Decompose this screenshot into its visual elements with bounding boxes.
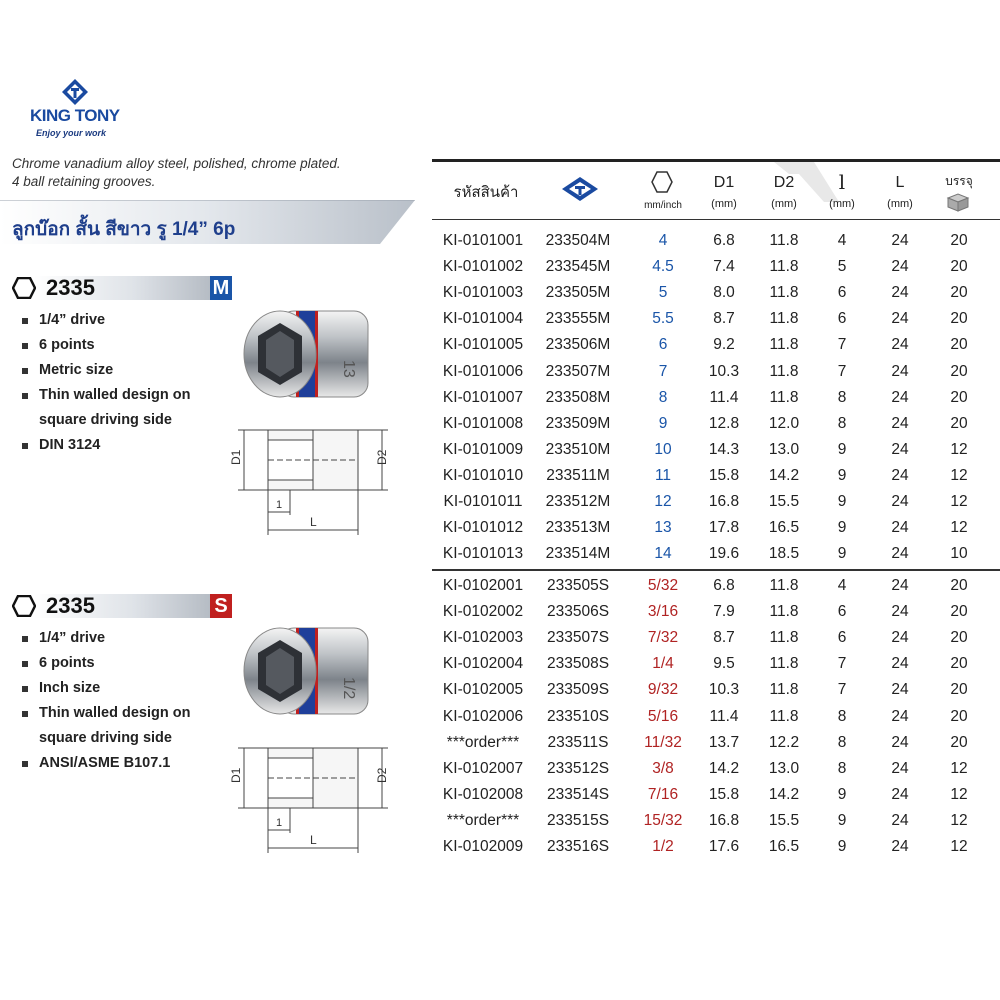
dimension-label: D2 <box>375 449 389 465</box>
table-row <box>432 651 1000 677</box>
table-cell: 24 <box>891 733 909 751</box>
table-cell: 7 <box>658 362 668 380</box>
table-cell: 11.8 <box>769 258 799 276</box>
table-cell: 24 <box>891 629 909 647</box>
hexagon-icon <box>12 595 36 617</box>
table-cell: 4 <box>837 232 847 249</box>
table-row <box>432 625 1000 651</box>
table-cell: 18.5 <box>768 545 800 563</box>
table-cell: KI-0101006 <box>442 362 524 380</box>
table-cell: 233555M <box>545 310 611 328</box>
table-cell: 233515S <box>546 811 610 829</box>
brand-logo <box>30 78 130 142</box>
table-cell: 11.4 <box>709 707 739 725</box>
table-row <box>432 599 1000 625</box>
table-cell: 233507S <box>546 629 610 647</box>
table-cell: 8.7 <box>713 629 735 647</box>
table-cell: KI-0101004 <box>442 310 524 328</box>
table-cell: 3/16 <box>647 603 679 621</box>
table-cell: 7/32 <box>647 629 679 647</box>
table-cell: KI-0101008 <box>442 414 524 432</box>
table-cell: KI-0101001 <box>442 232 524 249</box>
table-cell: KI-0102005 <box>442 681 524 699</box>
table-cell: 9 <box>837 811 847 829</box>
table-cell: KI-0101013 <box>442 545 524 563</box>
table-cell: 24 <box>891 811 909 829</box>
table-cell: 233506S <box>546 603 610 621</box>
table-cell: KI-0102008 <box>442 785 524 803</box>
table-cell: 11 <box>654 466 672 484</box>
table-cell: 5 <box>837 258 847 276</box>
table-cell: 4.5 <box>652 258 674 276</box>
table-cell: 12 <box>950 519 968 537</box>
table-cell: 12.2 <box>768 733 800 751</box>
table-row <box>432 541 1000 567</box>
table-cell: 9.5 <box>713 655 735 673</box>
table-cell: 233510M <box>545 440 611 458</box>
table-cell: KI-0101002 <box>442 258 524 276</box>
table-cell: 233512M <box>545 493 611 510</box>
table-cell: 16.5 <box>768 838 800 855</box>
header-pack: บรรจุ <box>945 174 973 188</box>
dimension-label: L <box>310 515 317 529</box>
table-row <box>432 280 1000 306</box>
socket-image-inch <box>240 622 380 722</box>
section-divider <box>432 569 1000 571</box>
table-cell: 24 <box>891 519 909 537</box>
table-cell: 233508S <box>546 655 610 673</box>
table-cell: 24 <box>891 336 909 354</box>
table-cell: ***order*** <box>446 811 520 829</box>
table-cell: 11.8 <box>769 707 799 725</box>
table-cell: 233516S <box>546 838 610 855</box>
table-cell: 20 <box>950 629 968 647</box>
table-cell: 13.0 <box>768 759 800 777</box>
table-cell: 14.2 <box>708 759 740 777</box>
table-row <box>432 730 1000 756</box>
table-cell: 24 <box>891 655 909 673</box>
table-cell: 233513M <box>545 519 611 537</box>
header-d1-unit: (mm) <box>711 198 737 210</box>
dimension-label: D2 <box>375 767 389 783</box>
table-cell: 15/32 <box>643 811 683 829</box>
table-cell: 12.8 <box>708 414 740 432</box>
brand-tagline: Enjoy your work <box>36 128 107 138</box>
table-cell: 13.7 <box>708 733 740 751</box>
table-cell: 12 <box>950 811 968 829</box>
dimension-drawing-inch <box>228 738 398 858</box>
table-cell: 9 <box>837 519 847 537</box>
table-cell: 12 <box>950 493 968 510</box>
table-cell: 7 <box>837 681 847 699</box>
dimension-label: D1 <box>229 767 243 783</box>
table-cell: 233512S <box>546 759 610 777</box>
table-cell: 20 <box>950 232 968 249</box>
table-cell: 20 <box>950 707 968 725</box>
table-cell: 14.2 <box>768 785 800 803</box>
table-cell: 16.8 <box>708 493 740 510</box>
table-cell: 24 <box>891 577 909 594</box>
header-l1-unit: (mm) <box>829 198 855 210</box>
table-cell: 13.0 <box>768 440 800 458</box>
header-l: L <box>895 174 905 191</box>
table-cell: 8 <box>837 733 847 751</box>
table-cell: 6 <box>837 603 847 621</box>
description-line: Chrome vanadium alloy steel, polished, chrome plated. <box>12 156 341 171</box>
table-cell: 6.8 <box>713 577 735 594</box>
table-cell: KI-0101011 <box>443 493 523 510</box>
table-cell: 233514M <box>545 545 611 563</box>
table-cell: 17.6 <box>708 838 740 855</box>
table-cell: 233545M <box>545 258 611 276</box>
table-cell: 7 <box>837 362 847 380</box>
dimension-label: D1 <box>229 449 243 465</box>
table-cell: 233505M <box>545 284 611 302</box>
table-cell: 1/4 <box>652 655 674 673</box>
table-cell: 5/16 <box>647 707 679 725</box>
table-cell: KI-0102002 <box>442 603 524 621</box>
table-cell: 233508M <box>545 388 611 406</box>
table-cell: 6 <box>837 284 847 302</box>
table-cell: 11.8 <box>769 232 799 249</box>
table-cell: 24 <box>891 838 909 855</box>
table-cell: 24 <box>891 310 909 328</box>
socket-size-mark: 13 <box>340 360 357 378</box>
table-cell: 15.8 <box>708 785 740 803</box>
series-header-m <box>12 276 232 302</box>
table-cell: 24 <box>891 545 909 563</box>
description-line: 4 ball retaining grooves. <box>12 174 156 189</box>
table-row <box>432 385 1000 411</box>
hex-size-icon <box>650 170 674 194</box>
table-cell: KI-0102001 <box>442 577 524 594</box>
table-cell: KI-0102009 <box>442 838 524 855</box>
table-cell: 233509M <box>545 414 611 432</box>
table-cell: 13 <box>654 519 672 537</box>
table-cell: 20 <box>950 733 968 751</box>
header-d1: D1 <box>713 174 735 191</box>
table-cell: 11.8 <box>769 655 799 673</box>
table-cell: 11.8 <box>769 388 799 406</box>
table-cell: 12 <box>950 785 968 803</box>
table-cell: 6.8 <box>713 232 735 249</box>
table-cell: KI-0102007 <box>442 759 524 777</box>
product-description <box>12 155 341 191</box>
table-cell: 20 <box>950 388 968 406</box>
table-cell: KI-0102004 <box>442 655 524 673</box>
table-cell: 8 <box>837 707 847 725</box>
table-row <box>432 677 1000 703</box>
series-code: 2335 <box>46 275 95 300</box>
table-cell: 20 <box>950 655 968 673</box>
table-row <box>432 489 1000 515</box>
table-cell: 12 <box>950 838 968 855</box>
dimension-label: 1 <box>276 499 283 511</box>
table-row <box>432 359 1000 385</box>
table-cell: 15.5 <box>768 493 800 510</box>
table-row <box>432 411 1000 437</box>
table-row <box>432 782 1000 808</box>
table-row <box>432 756 1000 782</box>
table-cell: 20 <box>950 603 968 621</box>
table-row <box>432 808 1000 834</box>
table-cell: KI-0102003 <box>442 629 524 647</box>
table-header <box>432 162 1000 220</box>
table-cell: 20 <box>950 284 968 302</box>
table-cell: 5 <box>658 284 668 302</box>
table-cell: 24 <box>891 284 909 302</box>
header-size-unit: mm/inch <box>644 200 682 211</box>
table-cell: 5/32 <box>647 577 679 594</box>
table-row <box>432 332 1000 358</box>
dimension-label: L <box>310 833 317 847</box>
table-cell: 7/16 <box>647 785 679 803</box>
table-cell: KI-0101005 <box>442 336 524 354</box>
table-cell: 8 <box>837 414 847 432</box>
series-code: 2335 <box>46 593 95 618</box>
table-cell: 24 <box>891 258 909 276</box>
table-cell: 8 <box>658 388 668 406</box>
table-cell: 24 <box>891 440 909 458</box>
table-cell: 233507M <box>545 362 611 380</box>
table-cell: 16.8 <box>708 811 740 829</box>
table-cell: 10.3 <box>708 681 740 699</box>
series-header-s <box>12 594 232 620</box>
table-cell: 20 <box>950 310 968 328</box>
header-sku: รหัสสินค้า <box>453 184 519 201</box>
table-cell: 11.8 <box>769 310 799 328</box>
table-cell: 24 <box>891 603 909 621</box>
table-cell: 20 <box>950 336 968 354</box>
table-row <box>432 254 1000 280</box>
table-cell: 11/32 <box>644 733 682 751</box>
table-cell: KI-0101009 <box>442 440 524 458</box>
table-cell: 8 <box>837 759 847 777</box>
table-cell: 24 <box>891 414 909 432</box>
table-row <box>432 437 1000 463</box>
series-tag-metric: M <box>210 276 232 300</box>
dimension-drawing-metric <box>228 420 398 540</box>
table-cell: 11.8 <box>769 629 799 647</box>
table-cell: KI-0101003 <box>442 284 524 302</box>
table-cell: 9 <box>837 440 847 458</box>
table-cell: 20 <box>950 258 968 276</box>
table-cell: 6 <box>658 336 668 354</box>
table-cell: 9.2 <box>713 336 735 354</box>
table-cell: 233506M <box>545 336 611 354</box>
king-tony-code-icon <box>560 176 600 202</box>
table-cell: 10 <box>950 545 968 563</box>
table-cell: 24 <box>891 362 909 380</box>
table-cell: ***order*** <box>446 733 520 751</box>
table-cell: 17.8 <box>708 519 740 537</box>
table-cell: 12 <box>950 759 968 777</box>
table-cell: 20 <box>950 414 968 432</box>
table-row <box>432 463 1000 489</box>
table-cell: 24 <box>891 493 909 510</box>
king-tony-emblem-icon <box>60 78 90 106</box>
table-cell: 24 <box>891 707 909 725</box>
series-tag-inch: S <box>210 594 232 618</box>
table-row <box>432 834 1000 860</box>
socket-image-metric <box>240 305 380 405</box>
table-cell: 11.8 <box>769 362 799 380</box>
brand-name: KING TONY <box>30 106 120 125</box>
product-title: ลูกบ๊อก สั้น สีขาว รู 1/4” 6p <box>12 219 236 240</box>
table-cell: 8.0 <box>713 284 735 302</box>
table-cell: 15.5 <box>768 811 800 829</box>
table-row <box>432 515 1000 541</box>
table-cell: 9 <box>658 414 668 432</box>
table-cell: 9 <box>837 466 847 484</box>
table-cell: 16.5 <box>768 519 800 537</box>
table-cell: 8.7 <box>713 310 735 328</box>
header-d2-unit: (mm) <box>771 198 797 210</box>
table-cell: 9 <box>837 493 847 510</box>
table-cell: 9 <box>837 545 847 563</box>
box-package-icon <box>944 190 972 212</box>
table-cell: 12 <box>950 440 968 458</box>
table-cell: 11.4 <box>709 388 739 406</box>
table-cell: 19.6 <box>708 545 740 563</box>
table-cell: 24 <box>891 759 909 777</box>
table-cell: 14.2 <box>768 466 800 484</box>
header-l-unit: (mm) <box>887 198 913 210</box>
table-cell: KI-0102006 <box>442 707 524 725</box>
table-cell: 11.8 <box>769 681 799 699</box>
table-cell: 9 <box>837 838 847 855</box>
table-cell: 6 <box>837 310 847 328</box>
table-row <box>432 704 1000 730</box>
table-cell: 11.8 <box>769 336 799 354</box>
table-cell: KI-0101010 <box>442 466 524 484</box>
table-cell: 7.9 <box>713 603 735 621</box>
table-cell: 233509S <box>546 681 610 699</box>
table-cell: 233511M <box>546 466 610 484</box>
table-cell: 15.8 <box>708 466 740 484</box>
table-cell: 9 <box>837 785 847 803</box>
table-cell: 3/8 <box>652 759 674 777</box>
table-cell: 24 <box>891 785 909 803</box>
table-cell: 14.3 <box>708 440 740 458</box>
table-cell: 14 <box>654 545 672 563</box>
table-cell: 5.5 <box>652 310 674 328</box>
table-cell: 20 <box>950 362 968 380</box>
table-cell: 233511S <box>547 733 609 751</box>
table-cell: 8 <box>837 388 847 406</box>
table-cell: 24 <box>891 681 909 699</box>
table-row <box>432 573 1000 599</box>
header-d2: D2 <box>773 174 795 191</box>
table-cell: 11.8 <box>769 284 799 302</box>
table-cell: 233505S <box>546 577 610 594</box>
table-cell: 233510S <box>546 707 610 725</box>
header-l1: l <box>838 170 846 194</box>
table-cell: 4 <box>658 232 668 249</box>
table-cell: 24 <box>891 466 909 484</box>
table-cell: 6 <box>837 629 847 647</box>
table-cell: 233514S <box>546 785 610 803</box>
socket-size-mark: 1/2 <box>340 677 357 700</box>
table-cell: 20 <box>950 681 968 699</box>
table-cell: 11.8 <box>769 603 799 621</box>
table-cell: 7 <box>837 655 847 673</box>
table-cell: 10 <box>654 440 672 458</box>
table-cell: 7 <box>837 336 847 354</box>
table-cell: 10.3 <box>708 362 740 380</box>
table-cell: 233504M <box>545 232 611 249</box>
table-cell: KI-0101012 <box>442 519 524 537</box>
dimension-label: 1 <box>276 817 283 829</box>
table-cell: 20 <box>950 577 968 594</box>
table-cell: 24 <box>891 388 909 406</box>
table-cell: 12 <box>654 493 672 510</box>
hexagon-icon <box>12 277 36 299</box>
table-cell: 24 <box>891 232 909 249</box>
table-cell: 12 <box>950 466 968 484</box>
table-row <box>432 228 1000 254</box>
table-cell: 1/2 <box>652 838 674 855</box>
table-cell: 9/32 <box>647 681 679 699</box>
table-cell: KI-0101007 <box>442 388 524 406</box>
table-cell: 7.4 <box>713 258 735 276</box>
table-cell: 11.8 <box>769 577 799 594</box>
table-cell: 12.0 <box>768 414 800 432</box>
table-row <box>432 306 1000 332</box>
table-cell: 4 <box>837 577 847 594</box>
